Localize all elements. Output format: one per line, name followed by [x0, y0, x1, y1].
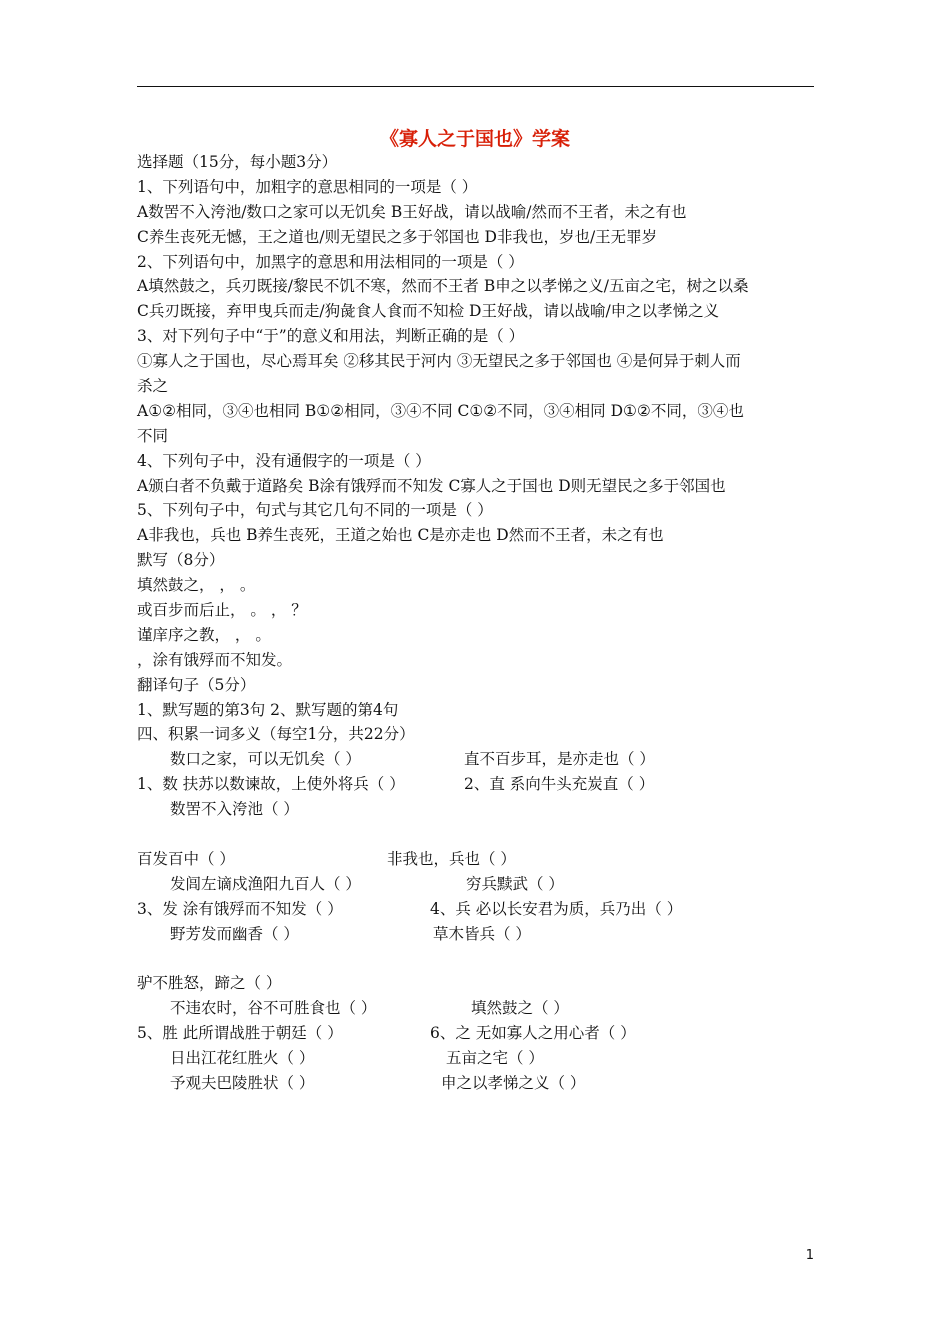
polysemy-item: 驴不胜怒，蹄之（ ） [137, 974, 282, 993]
question-1: 1、下列语句中，加粗字的意思相同的一项是（ ） [137, 177, 478, 196]
question-2-options-cd: C兵刃既接，弃甲曳兵而走/狗彘食人食而不知检 D王好战，请以战喻/申之以孝悌之义 [137, 302, 720, 321]
polysemy-item: 草木皆兵（ ） [433, 924, 531, 943]
polysemy-item: 直不百步耳，是亦走也（ ） [464, 750, 655, 769]
blank-line [137, 947, 827, 972]
polysemy-row [137, 747, 827, 772]
polysemy-item: 发闾左谪戍渔阳九百人（ ） [170, 874, 361, 893]
polysemy-item: 野芳发而幽香（ ） [170, 924, 299, 943]
polysemy-item: 非我也，兵也（ ） [387, 849, 516, 868]
polysemy-row [137, 1071, 827, 1096]
polysemy-item: 穷兵黩武（ ） [466, 874, 564, 893]
question-1-options-ab: A数罟不入洿池/数口之家可以无饥矣 B王好战，请以战喻/然而不王者，未之有也 [137, 202, 687, 221]
polysemy-item: 申之以孝悌之义（ ） [441, 1073, 586, 1092]
question-3-options: A①②相同，③④也相同 B①②相同，③④不同 C①②不同，③④相同 D①②不同，③④也 [137, 401, 744, 420]
polysemy-item: 日出江花红胜火（ ） [170, 1049, 315, 1068]
header-rule [137, 86, 814, 87]
section-heading-dictation: 默写（8分） [137, 551, 225, 570]
polysemy-item: 数口之家，可以无饥矣（ ） [170, 750, 361, 769]
polysemy-row [137, 922, 827, 947]
question-2-options-ab: A填然鼓之，兵刃既接/黎民不饥不寒，然而不王者 B申之以孝悌之义/五亩之宅，树之以桑 [137, 277, 749, 296]
polysemy-item: 5、胜 此所谓战胜于朝廷（ ） [137, 1024, 343, 1043]
polysemy-row [137, 797, 827, 822]
question-2: 2、下列语句中，加黑字的意思和用法相同的一项是（ ） [137, 252, 524, 271]
polysemy-row [137, 971, 827, 996]
polysemy-item: 予观夫巴陵胜状（ ） [170, 1073, 315, 1092]
polysemy-item: 数罟不入洿池（ ） [170, 800, 299, 819]
question-3-sentences-cont: 杀之 [137, 377, 169, 396]
polysemy-item: 4、兵 必以长安君为质，兵乃出（ ） [430, 899, 683, 918]
polysemy-item: 百发百中（ ） [137, 849, 235, 868]
question-3-sentences: ①寡人之于国也，尽心焉耳矣 ②移其民于河内 ③无望民之多于邻国也 ④是何异于刺人而 [137, 352, 741, 371]
polysemy-item: 填然鼓之（ ） [471, 999, 569, 1018]
polysemy-row [137, 772, 827, 797]
polysemy-item: 6、之 无如寡人之用心者（ ） [430, 1024, 636, 1043]
polysemy-item: 3、发 涂有饿殍而不知发（ ） [137, 899, 343, 918]
translation-items: 1、默写题的第3句 2、默写题的第4句 [137, 700, 399, 719]
question-5-options: A非我也，兵也 B养生丧死，王道之始也 C是亦走也 D然而不王者，未之有也 [137, 526, 664, 545]
polysemy-item: 不违农时，谷不可胜食也（ ） [170, 999, 377, 1018]
section-heading-translation: 翻译句子（5分） [137, 675, 256, 694]
polysemy-item: 1、数 扶苏以数谏故，上使外将兵（ ） [137, 775, 405, 794]
polysemy-item: 2、直 系向牛头充炭直（ ） [464, 775, 655, 794]
document-body [137, 150, 827, 1096]
section-heading-polysemy: 四、积累一词多义（每空1分，共22分） [137, 725, 415, 744]
polysemy-row [137, 1046, 827, 1071]
dictation-line-2: 或百步而后止， 。 ， ？ [137, 601, 307, 620]
polysemy-row [137, 872, 827, 897]
dictation-line-3: 谨庠序之教， ， 。 [137, 625, 271, 644]
polysemy-row [137, 897, 827, 922]
page-number: 1 [805, 1248, 814, 1263]
question-4: 4、下列句子中，没有通假字的一项是（ ） [137, 451, 431, 470]
question-4-options: A颁白者不负戴于道路矣 B涂有饿殍而不知发 C寡人之于国也 D则无望民之多于邻国也 [137, 476, 726, 495]
dictation-line-1: 填然鼓之， ， 。 [137, 576, 256, 595]
polysemy-row [137, 996, 827, 1021]
page-title: 《寡人之于国也》学案 [379, 128, 570, 150]
dictation-line-4: ，涂有饿殍而不知发。 [137, 650, 293, 669]
polysemy-row [137, 1021, 827, 1046]
polysemy-item: 五亩之宅（ ） [446, 1049, 544, 1068]
section-heading-choice: 选择题（15分，每小题3分） [137, 153, 338, 171]
question-1-options-cd: C养生丧死无憾，王之道也/则无望民之多于邻国也 D非我也，岁也/王无罪岁 [137, 227, 658, 246]
question-3: 3、对下列句子中“于”的意义和用法，判断正确的是（ ） [137, 327, 525, 346]
blank-line [137, 822, 827, 847]
question-3-options-cont: 不同 [137, 426, 169, 445]
question-5: 5、下列句子中，句式与其它几句不同的一项是（ ） [137, 501, 493, 520]
polysemy-row [137, 847, 827, 872]
